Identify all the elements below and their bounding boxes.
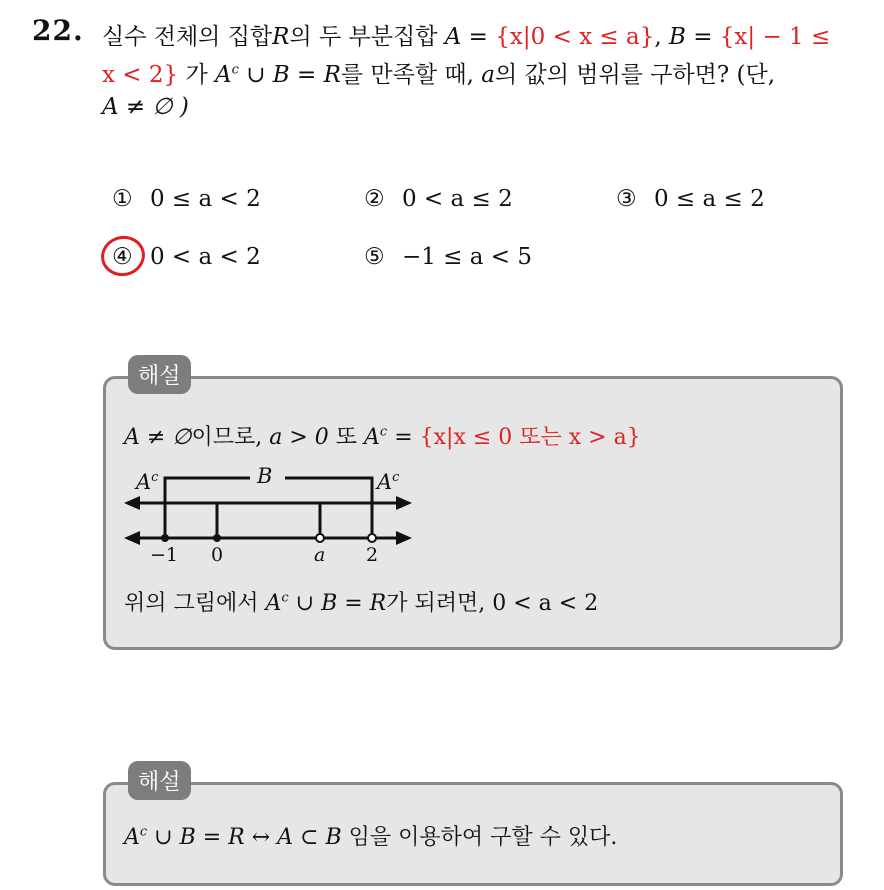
diagram-label-Ac-right [377,470,399,494]
explanation-text: 임을 이용하여 구할 수 있다. [341,825,618,850]
diagram-label-Ac-left [136,470,158,494]
choice-5[interactable] [364,244,532,270]
question-text: 의 두 부분집합 [289,24,445,50]
question-line-2 [102,56,775,89]
question-number: 22. [32,14,84,47]
superscript-c: c [379,424,388,440]
equals-sign: = [461,24,496,50]
diagram-label-B: B [257,464,273,488]
label-A: A [377,470,393,494]
choice-2-marker: ② [364,186,385,212]
equals-sign: = [387,425,420,450]
superscript-c: c [151,470,159,485]
equals-sign: = [685,24,720,50]
complement-A: A [364,425,380,450]
set-B-definition-start: {x| − 1 ≤ [719,24,831,50]
explanation-tag-1: 해설 [128,355,191,394]
explanation-2-line [124,820,617,851]
complement-set-definition: {x|x ≤ 0 또는 x > a} [419,425,641,450]
question-text: 를 만족할 때, [340,62,482,88]
choice-2-text: 0 < a ≤ 2 [401,186,513,212]
explanation-1-line-1 [124,420,641,451]
choice-1-text: 0 ≤ a < 2 [149,186,261,212]
choice-1[interactable] [112,186,261,212]
explanation-text: 또 [328,425,365,450]
union-expression: ∪ B = R [238,62,341,88]
explanation-text: 위의 그림에서 [124,591,266,616]
set-A-definition: {x|0 < x ≤ a} [495,24,655,50]
superscript-c: c [281,590,289,606]
question-text: 실수 전체의 집합 [102,24,273,50]
choice-3-marker: ③ [616,186,637,212]
choice-2[interactable] [364,186,513,212]
superscript-c: c [231,62,239,78]
explanation-1-line-2 [124,586,598,617]
tick-label-a: a [314,544,326,566]
explanation-text: 가 되려면, 0 < a < 2 [386,591,599,616]
tick-label-minus1: −1 [150,544,179,566]
choice-3-text: 0 ≤ a ≤ 2 [653,186,765,212]
set-B-definition-end: x < 2} [102,62,179,88]
explanation-tag-2: 해설 [128,761,191,800]
choice-5-marker: ⑤ [364,244,385,270]
label-A: A [136,470,152,494]
a-positive: a > 0 [269,425,329,450]
superscript-c: c [392,470,400,485]
tick-label-0: 0 [211,544,224,566]
question-line-3: A ≠ ∅ ) [102,94,189,120]
tick-label-2: 2 [366,544,379,566]
choice-1-marker: ① [112,186,133,212]
choice-4-marker: ④ [112,244,133,270]
explanation-text: 이므로, [191,425,270,450]
choice-4[interactable] [112,244,261,270]
choice-4-text: 0 < a < 2 [149,244,261,270]
question-text: 가 [178,62,215,88]
choice-5-text: −1 ≤ a < 5 [401,244,532,270]
choice-3[interactable] [616,186,765,212]
superscript-c: c [139,824,148,840]
complement-A: A [265,591,282,616]
set-R: R [272,24,290,50]
equivalence-expression: ∪ B = R ↔ A ⊂ B [147,825,342,850]
set-B-symbol: B [668,24,686,50]
set-A-symbol: A [444,24,462,50]
union-expression: ∪ B = R [288,591,387,616]
complement-A: A [124,825,140,850]
nonempty-condition: A ≠ ∅ [124,425,192,450]
question-text: 의 값의 범위를 구하면? (단, [494,62,776,88]
variable-a: a [481,62,495,88]
complement-A: A [214,62,232,88]
comma: , [654,24,669,50]
question-line-1 [102,18,830,51]
